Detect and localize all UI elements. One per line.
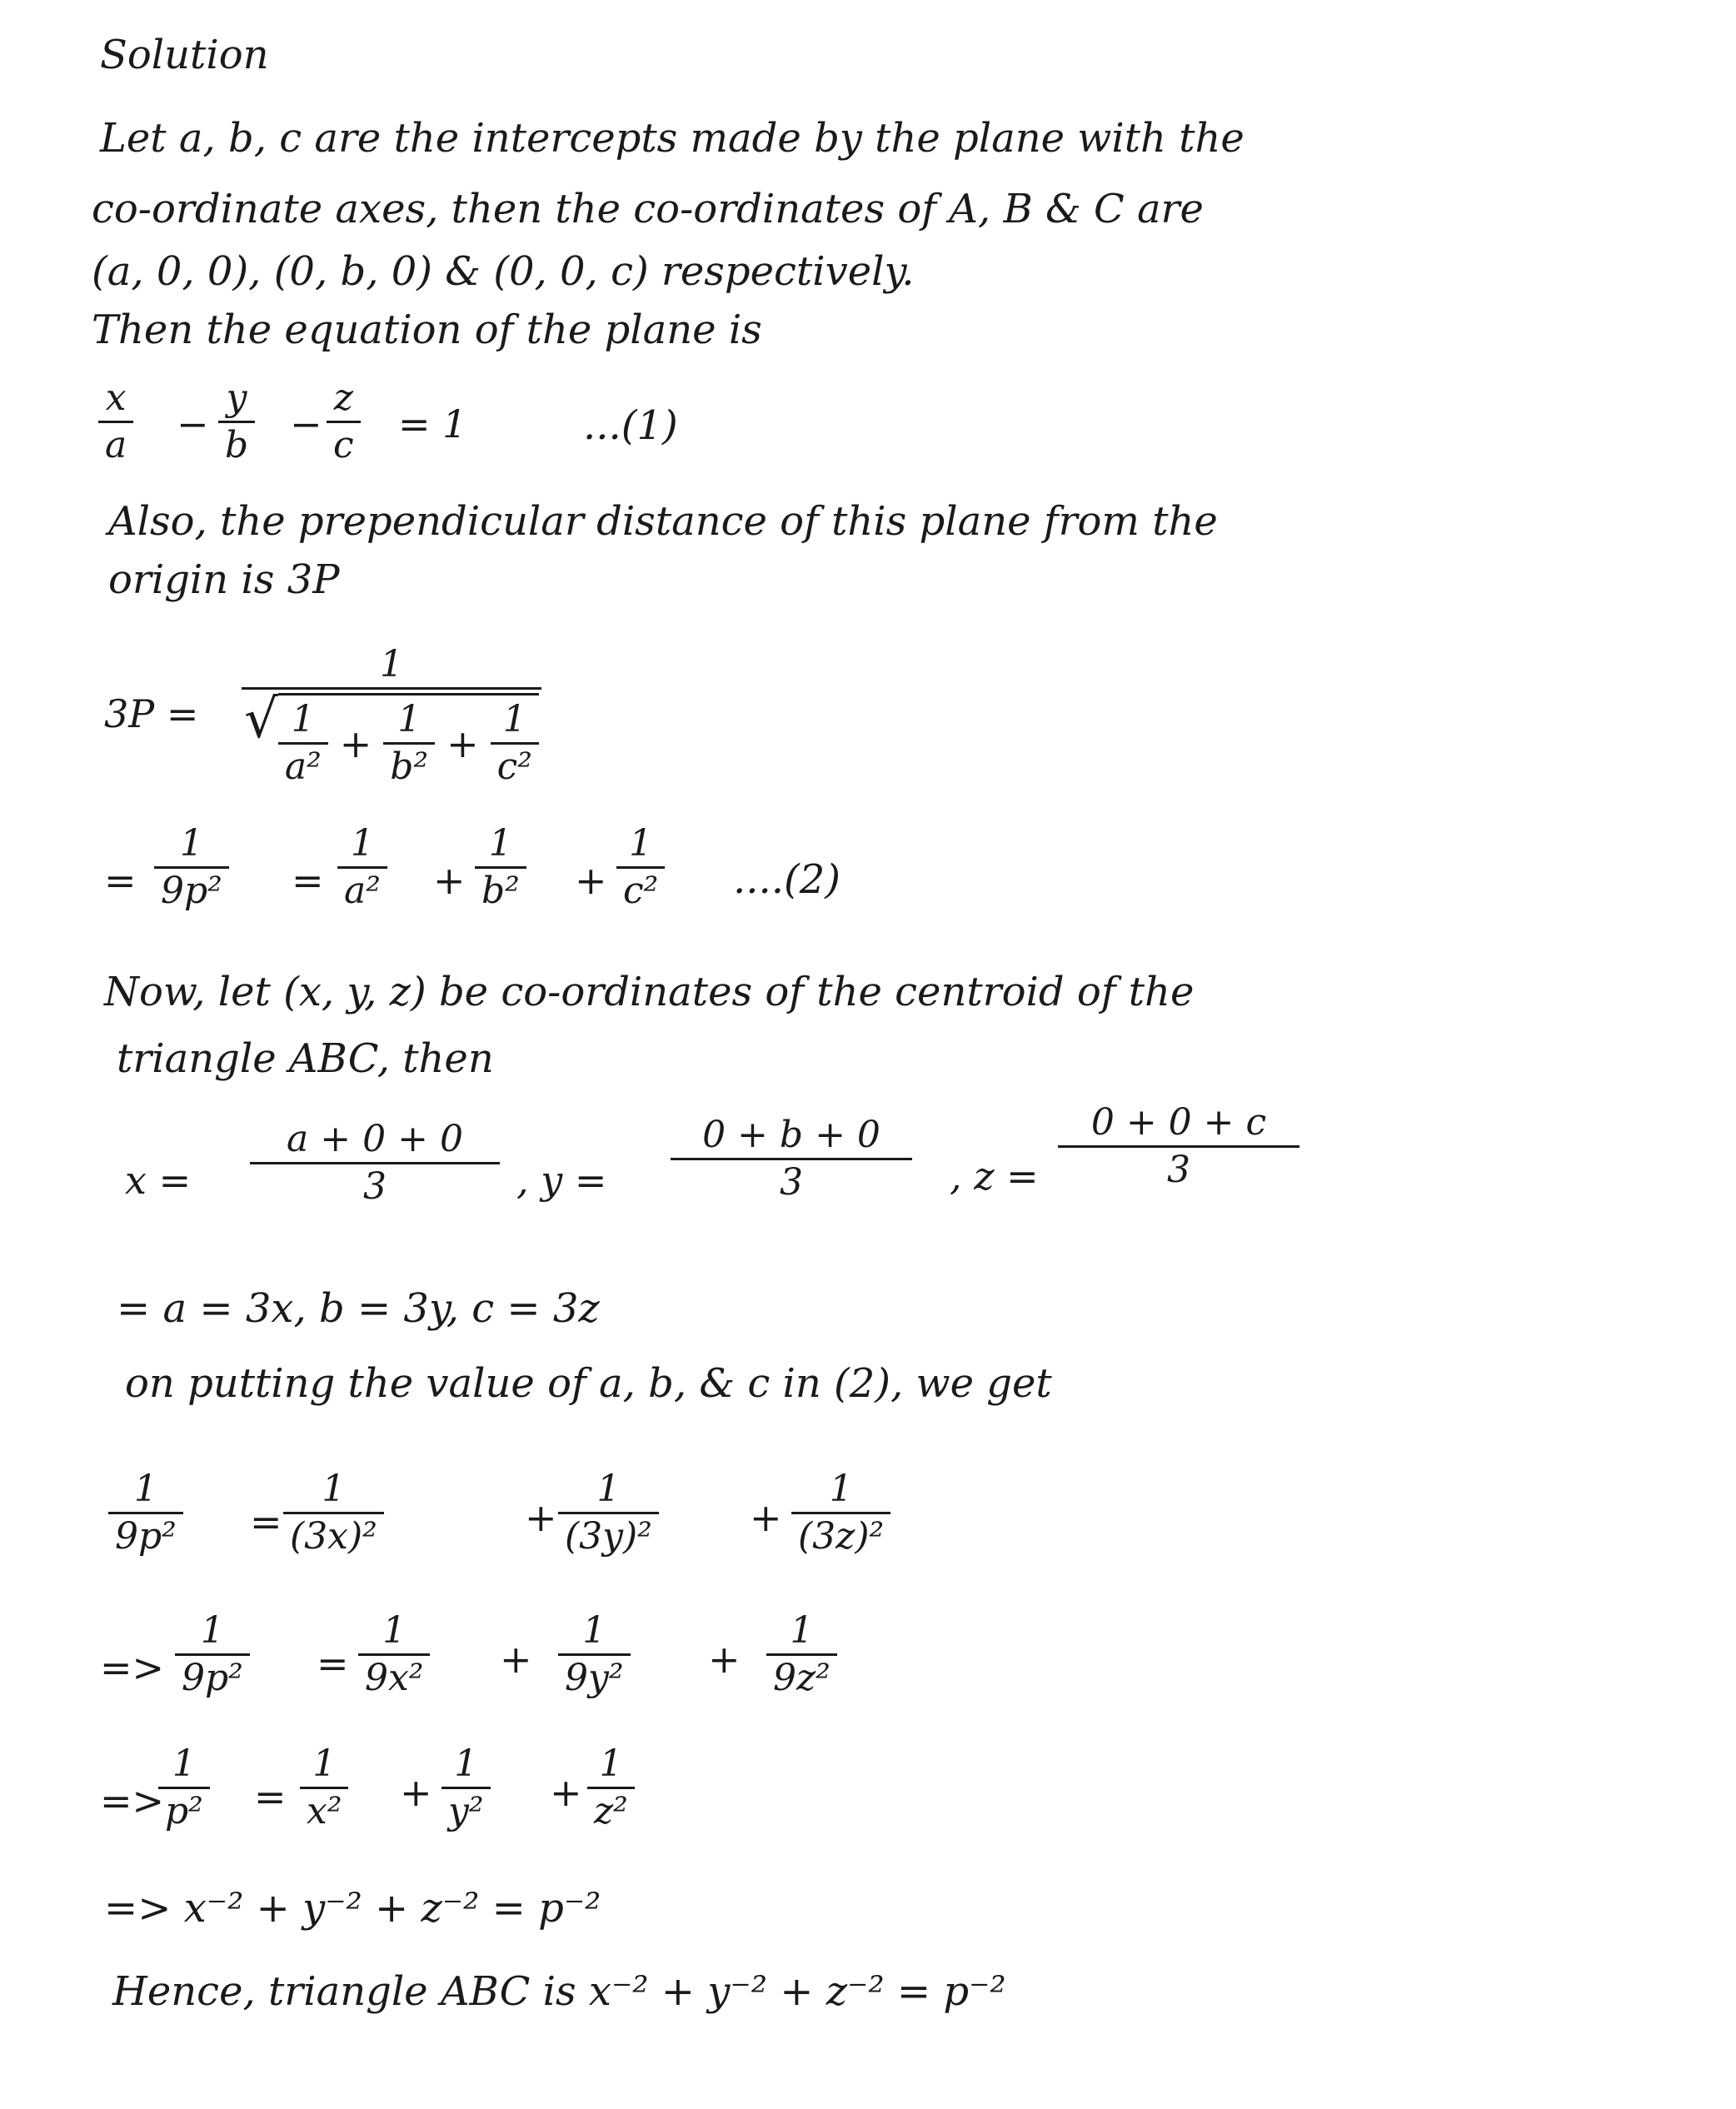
fraction-centroid-x: a + 0 + 0 3 (250, 1120, 500, 1206)
text-line: Now, let (x, y, z) be co-ordinates of the centroid of the (104, 969, 1195, 1015)
equation-tag: ....(2) (733, 856, 841, 903)
text-line: origin is 3P (108, 556, 340, 603)
fraction-3p: 1 √ $\frac{1}{\text{a²}}$ + $\frac{1}{\text{b²}}$ + $\frac{1}{\text{c²}}$ (242, 646, 541, 787)
equals-sign: = (317, 1641, 349, 1686)
equals-sign: = (292, 858, 324, 903)
fraction-x-over-a: x a (98, 379, 133, 465)
plus-sign: + (708, 1637, 741, 1682)
text-line: on putting the value of a, b, & c in (2), we get (125, 1360, 1052, 1407)
text-line: co-ordinate axes, then the co-ordinates of A, B & C are (92, 186, 1204, 232)
implies-arrow: => (100, 1645, 165, 1690)
text-line: Also, the prependicular distance of this plane from the (108, 498, 1218, 545)
centroid-z-label: , z = (950, 1154, 1039, 1199)
fraction-1-over-x2: 1 x² (300, 1745, 348, 1831)
fraction-centroid-y: 0 + b + 0 3 (671, 1116, 912, 1202)
conclusion-line: Hence, triangle ABC is x⁻² + y⁻² + z⁻² = p⁻² (112, 1968, 1006, 2015)
fraction-1-over-b2: 1 b² (475, 825, 526, 910)
equals-sign: = (254, 1774, 287, 1819)
text-line: triangle ABC, then (117, 1035, 494, 1082)
centroid-x-label: x = (125, 1158, 192, 1203)
fraction-y-over-b: y b (218, 379, 255, 465)
minus-sign: − (177, 401, 209, 446)
plus-sign: + (433, 858, 466, 903)
fraction-1-over-z2: 1 z² (587, 1745, 635, 1831)
fraction-1-over-3z2: 1 (3z)² (791, 1470, 890, 1556)
text-line: (a, 0, 0), (0, b, 0) & (0, 0, c) respectively. (92, 248, 915, 295)
fraction-1-over-9z2: 1 9z² (766, 1612, 837, 1698)
fraction-1-over-3x2: 1 (3x)² (283, 1470, 384, 1556)
fraction-1-over-p2: 1 p² (158, 1745, 210, 1831)
sqrt-icon: √ (244, 689, 278, 751)
plus-sign: + (400, 1770, 432, 1815)
plus-sign: + (500, 1637, 532, 1682)
equation-rhs: = 1 (398, 401, 467, 446)
equation-tag: ...(1) (583, 402, 678, 449)
equation-lhs: 3P = (104, 691, 199, 736)
text-line: Let a, b, c are the intercepts made by the plane with the (100, 115, 1245, 162)
text-line: Then the equation of the plane is (92, 307, 762, 353)
text-line: => x⁻² + y⁻² + z⁻² = p⁻² (104, 1885, 601, 1932)
solution-title: Solution (100, 32, 269, 78)
fraction-centroid-z: 0 + 0 + c 3 (1058, 1104, 1300, 1189)
fraction-z-over-c: z c (327, 379, 361, 465)
fraction-1-over-3y2: 1 (3y)² (558, 1470, 659, 1556)
fraction-1-over-9p2: 1 9p² (154, 825, 229, 910)
fraction-1-over-a2: 1 a² (337, 825, 387, 910)
plus-sign: + (525, 1495, 557, 1540)
fraction-1-over-9x2: 1 9x² (358, 1612, 430, 1698)
minus-sign: − (290, 401, 322, 446)
equals-sign: = (250, 1499, 282, 1544)
fraction-1-over-y2: 1 y² (441, 1745, 491, 1831)
plus-sign: + (750, 1495, 782, 1540)
text-line: = a = 3x, b = 3y, c = 3z (117, 1285, 600, 1332)
fraction-1-over-9y2: 1 9y² (558, 1612, 631, 1698)
fraction-1-over-9p2: 1 9p² (108, 1470, 183, 1556)
centroid-y-label: , y = (516, 1158, 607, 1203)
fraction-1-over-c2: 1 c² (616, 825, 665, 910)
plus-sign: + (575, 858, 607, 903)
plus-sign: + (550, 1770, 582, 1815)
implies-arrow: => (100, 1778, 165, 1823)
fraction-1-over-9p2: 1 9p² (175, 1612, 250, 1698)
equals-sign: = (104, 858, 137, 903)
